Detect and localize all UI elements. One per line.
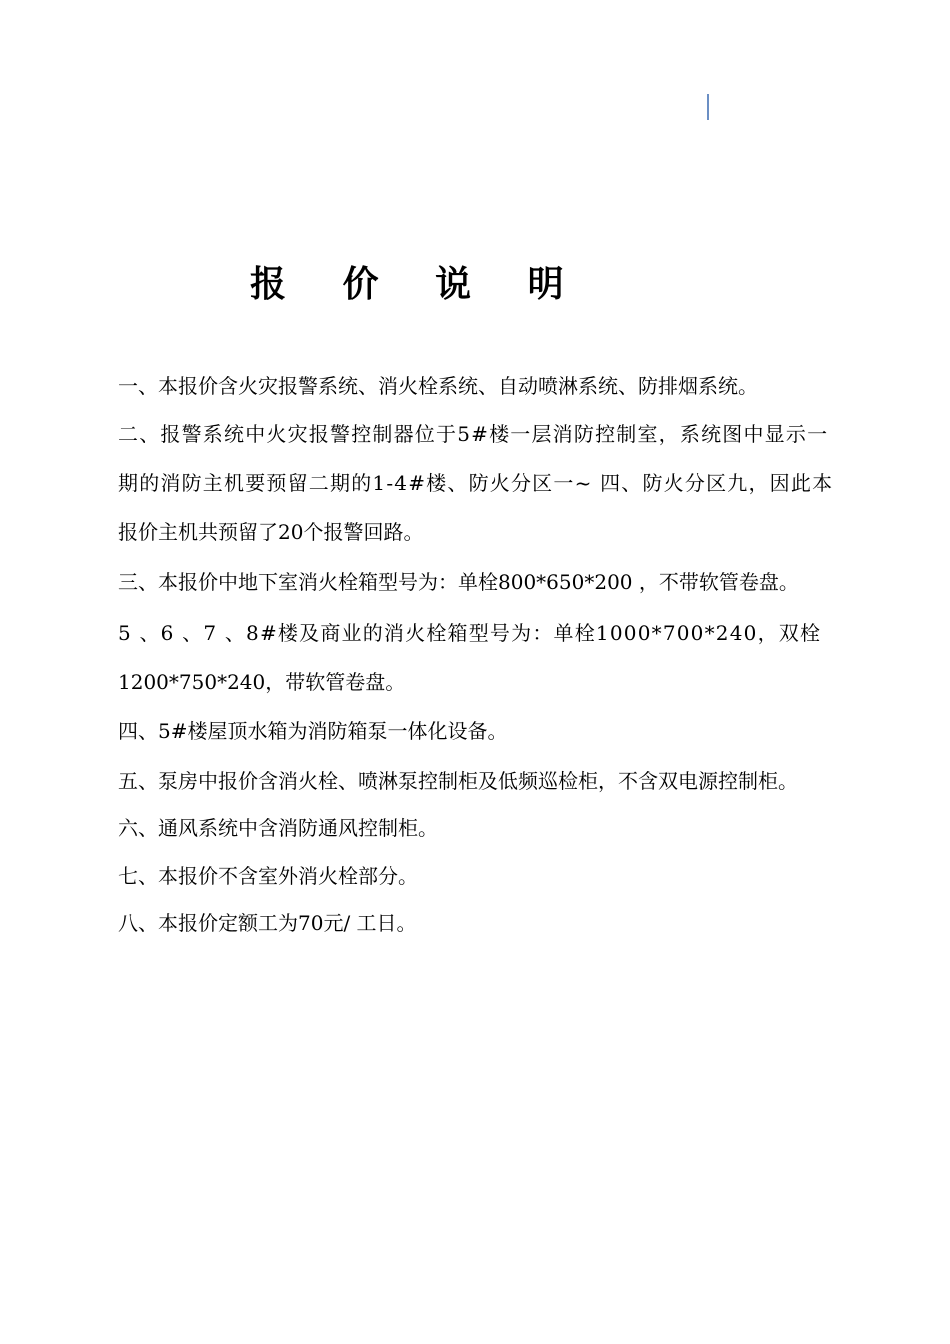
clause-2-line-1: 二、报警系统中火灾报警控制器位于5#楼一层消防控制室，系统图中显示一 (118, 422, 829, 446)
clause-3-line-1: 三、本报价中地下室消火栓箱型号为：单栓800*650*200 ，不带软管卷盘。 (118, 570, 799, 594)
clause-2-line-2: 期的消防主机要预留二期的1-4#楼、防火分区一~ 四、防火分区九，因此本 (118, 471, 834, 495)
clause-2-line-3: 报价主机共预留了20个报警回路。 (118, 520, 424, 544)
clause-7: 七、本报价不含室外消火栓部分。 (118, 864, 418, 888)
clause-1: 一、本报价含火灾报警系统、消火栓系统、自动喷淋系统、防排烟系统。 (118, 374, 758, 398)
clause-8: 八、本报价定额工为70元/ 工日。 (118, 911, 417, 935)
text-cursor-marker (707, 94, 709, 120)
clause-5: 五、泵房中报价含消火栓、喷淋泵控制柜及低频巡检柜，不含双电源控制柜。 (118, 769, 798, 793)
clause-6: 六、通风系统中含消防通风控制柜。 (118, 816, 438, 840)
page-title: 报 价 说 明 (250, 263, 586, 305)
clause-3-line-2: 5 、6 、7 、8#楼及商业的消火栓箱型号为：单栓1000*700*240，双栓 (118, 621, 822, 645)
clause-4: 四、5#楼屋顶水箱为消防箱泵一体化设备。 (118, 719, 508, 743)
clause-3-line-3: 1200*750*240，带软管卷盘。 (118, 670, 406, 694)
